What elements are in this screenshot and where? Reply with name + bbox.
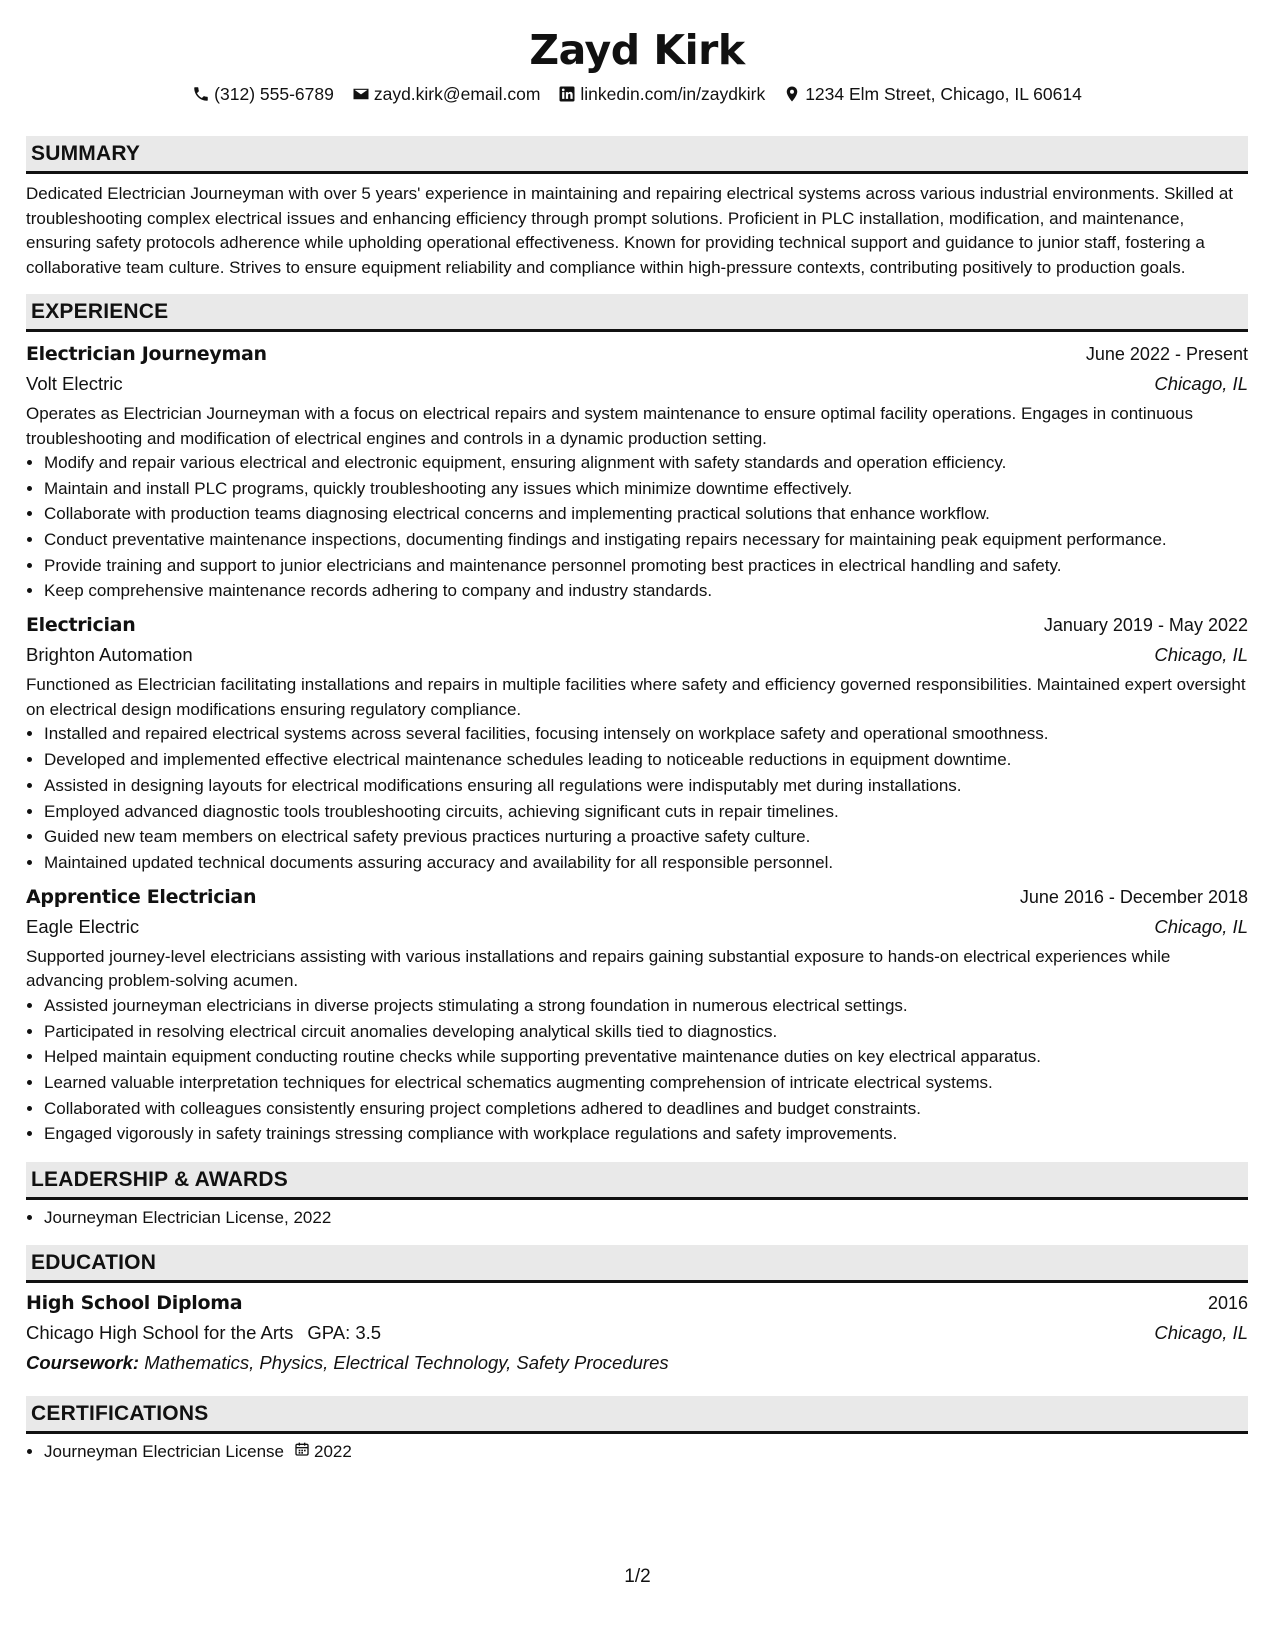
phone-icon xyxy=(192,85,210,103)
certification-name: • Journeyman Electrician License xyxy=(44,1442,285,1462)
certification-year: 2022 xyxy=(314,1442,352,1462)
job-bullet: • Maintain and install PLC programs, quickly troubleshooting any issues which minimize downtime effectively. xyxy=(44,477,1248,501)
coursework-label: Coursework: xyxy=(26,1352,140,1374)
job-dates: June 2022 - Present xyxy=(1085,344,1248,364)
job-bullet: • Modify and repair various electrical and electronic equipment, ensuring alignment with safety standards and operation efficiency. xyxy=(44,451,1248,475)
job-dates: January 2019 - May 2022 xyxy=(1043,615,1248,636)
certifications-list xyxy=(26,1440,1248,1464)
job-description: Functioned as Electrician facilitating installations and repairs in multiple facilities where safety and efficiency governed responsibilities. Maintained expert oversight on electrical design modifications ensuring regulatory compliance. xyxy=(26,675,1246,719)
degree: High School Diploma xyxy=(26,1292,243,1315)
job-bullet: • Developed and implemented effective electrical maintenance schedules leading to noticeable reductions in equipment downtime. xyxy=(44,748,1248,772)
job-bullet: • Provide training and support to junior electricians and maintenance personnel promoting best practices in electrical handling and safety. xyxy=(44,554,1248,578)
job-entry xyxy=(26,339,1248,603)
job-bullet: • Assisted in designing layouts for electrical modifications ensuring all regulations were indisputably met during installations. xyxy=(44,774,1248,798)
leadership-heading: LEADERSHIP & AWARDS xyxy=(26,1162,1248,1200)
certification-item xyxy=(44,1440,1248,1464)
job-dates: June 2016 - December 2018 xyxy=(1019,886,1248,907)
education-entry xyxy=(26,1288,1248,1378)
job-bullet: • Learned valuable interpretation techniques for electrical schematics augmenting comprehension of intricate electrical systems. xyxy=(44,1071,1248,1095)
job-bullets xyxy=(26,994,1248,1146)
calendar-icon xyxy=(294,1440,310,1464)
job-bullet: • Collaborate with production teams diagnosing electrical concerns and implementing practical solutions that enhance workflow. xyxy=(44,502,1248,526)
resume-page xyxy=(26,0,1248,1466)
job-bullet: • Employed advanced diagnostic tools troubleshooting circuits, achieving significant cuts in repair timelines. xyxy=(44,800,1248,824)
contact-phone xyxy=(192,84,334,105)
map-pin-icon xyxy=(783,85,801,103)
job-bullets xyxy=(26,451,1248,603)
job-bullet: • Keep comprehensive maintenance records adhering to company and industry standards. xyxy=(44,579,1248,603)
job-location: Chicago, IL xyxy=(1154,915,1248,937)
job-bullet: • Engaged vigorously in safety trainings stressing compliance with workplace regulations and safety improvements. xyxy=(44,1122,1248,1146)
job-bullet: • Assisted journeyman electricians in diverse projects stimulating a strong foundation in numerous electrical settings. xyxy=(44,994,1248,1018)
job-location: Chicago, IL xyxy=(1154,373,1248,394)
linkedin-text[interactable]: linkedin.com/in/zaydkirk xyxy=(580,83,766,104)
job-entry xyxy=(26,882,1248,1146)
job-location: Chicago, IL xyxy=(1154,644,1248,666)
job-title: Apprentice Electrician xyxy=(26,885,257,908)
job-company: Brighton Automation xyxy=(26,644,193,666)
summary-heading: SUMMARY xyxy=(26,136,1248,174)
school-line xyxy=(26,1318,381,1348)
job-bullet: • Guided new team members on electrical safety previous practices nurturing a proactive safety culture. xyxy=(44,825,1248,849)
contact-bar xyxy=(26,82,1248,106)
email-text[interactable]: zayd.kirk@email.com xyxy=(373,83,541,104)
summary-text: Dedicated Electrician Journeyman with over 5 years' experience in maintaining and repairing electrical systems across various industrial environments. Skilled at troubleshooting complex electrical issues and enhancing efficiency through prompt solutions. Proficient in PLC installation, modification, and maintenance, ensuring safety protocols adherence while upholding operational effectiveness. Known for providing technical support and guidance to junior staff, fostering a collaborative team culture. Strives to ensure equipment reliability and compliance within high-pressure contexts, contributing positively to production goals. xyxy=(26,184,1234,277)
job-bullet: • Maintained updated technical documents assuring accuracy and availability for all responsible personnel. xyxy=(44,851,1248,875)
job-bullet: • Installed and repaired electrical systems across several facilities, focusing intensely on workplace safety and operational smoothness. xyxy=(44,722,1248,746)
graduation-year: 2016 xyxy=(1207,1293,1248,1314)
job-bullet: • Collaborated with colleagues consistently ensuring project completions adhered to deadlines and budget constraints. xyxy=(44,1097,1248,1121)
certifications-heading: CERTIFICATIONS xyxy=(26,1396,1248,1434)
page-number: 1/2 xyxy=(624,1566,651,1587)
school-name: Chicago High School for the Arts xyxy=(26,1322,294,1344)
job-bullet: • Helped maintain equipment conducting routine checks while supporting preventative maintenance duties on key electrical apparatus. xyxy=(44,1045,1248,1069)
address-text: 1234 Elm Street, Chicago, IL 60614 xyxy=(805,83,1082,104)
education-heading: EDUCATION xyxy=(26,1245,1248,1283)
job-company: Volt Electric xyxy=(26,373,123,394)
experience-heading: EXPERIENCE xyxy=(26,294,1248,332)
gpa: GPA: 3.5 xyxy=(307,1322,382,1344)
job-title: Electrician xyxy=(26,614,136,637)
coursework-line xyxy=(26,1348,1248,1378)
contact-linkedin[interactable] xyxy=(558,84,765,105)
candidate-name: Zayd Kirk xyxy=(529,26,745,74)
job-company: Eagle Electric xyxy=(26,915,140,937)
contact-address xyxy=(783,84,1082,105)
job-bullet: • Participated in resolving electrical circuit anomalies developing analytical skills tied to diagnostics. xyxy=(44,1020,1248,1044)
job-description: Operates as Electrician Journeyman with a focus on electrical repairs and system maintenance to ensure optimal facility operations. Engages in continuous troubleshooting and modification of electrical engines and controls in a dynamic production setting. xyxy=(26,404,1193,448)
job-title: Electrician Journeyman xyxy=(26,343,267,365)
job-bullets xyxy=(26,722,1248,874)
envelope-icon xyxy=(352,85,370,103)
phone-text: (312) 555-6789 xyxy=(214,83,334,104)
coursework-text: Mathematics, Physics, Electrical Technology, Safety Procedures xyxy=(144,1352,669,1374)
job-description: Supported journey-level electricians assisting with various installations and repairs gaining substantial exposure to hands-on electrical experiences while advancing problem-solving acumen. xyxy=(26,946,1171,991)
certification-date xyxy=(294,1440,352,1464)
school-location: Chicago, IL xyxy=(1154,1322,1248,1344)
leadership-item: • Journeyman Electrician License, 2022 xyxy=(44,1206,1248,1230)
leadership-list xyxy=(26,1206,1248,1230)
job-bullet: • Conduct preventative maintenance inspections, documenting findings and instigating repairs necessary for maintaining peak equipment performance. xyxy=(44,528,1248,552)
contact-email[interactable] xyxy=(352,84,541,105)
job-entry xyxy=(26,610,1248,874)
linkedin-icon xyxy=(558,85,576,103)
